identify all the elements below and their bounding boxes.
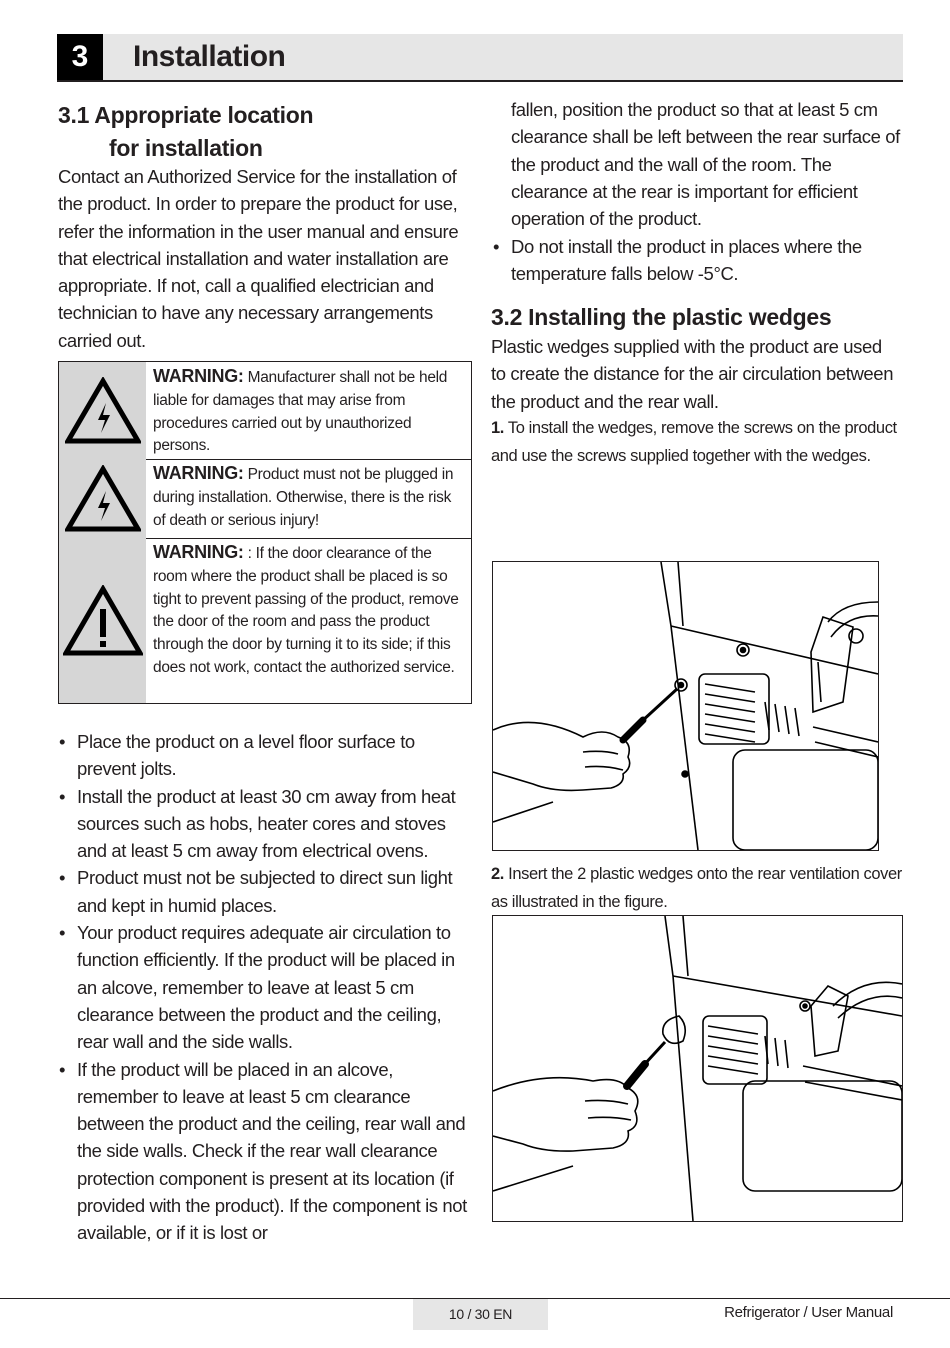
electric-hazard-icon (59, 459, 146, 538)
exclamation-warning-icon (59, 538, 146, 703)
section-3-1-heading-line2: for installation (109, 135, 263, 161)
step-1 (491, 415, 903, 470)
temperature-bullet-list (492, 233, 903, 288)
section-3-1-heading-line1: 3.1 Appropriate location (58, 102, 314, 128)
warning-table (58, 361, 472, 704)
step-2 (491, 861, 903, 916)
electric-hazard-icon (59, 362, 146, 459)
warning-text: : If the door clearance of the room where the product shall be placed is so tight to prevent passing of the product, remove the door of the room and pass the product through the door by turning it to its side; if this does not work, contact the authorized service. (153, 545, 459, 676)
section-3-1-intro: Contact an Authorized Service for the installation of the product. In order to prepare the product for use, refer the information in the user manual and ensure that electrical installation and water installation are appropriate. If not, call a qualified electrician and technician to have any necessary arrangements carried out. (58, 166, 459, 351)
warning-row (59, 362, 471, 460)
warning-text: Product must not be plugged in during installation. Otherwise, there is the risk of death or serious injury! (153, 466, 454, 529)
list-item: • Product must not be subjected to direct sun light and kept in humid places. (58, 864, 471, 919)
section-3-2-heading: 3.2 Installing the plastic wedges (491, 304, 832, 330)
chapter-number: 3 (57, 34, 103, 80)
list-item: • Place the product on a level floor surface to prevent jolts. (58, 728, 471, 783)
step-number: 1. (491, 419, 504, 437)
installation-bullet-list (58, 728, 471, 1247)
figure-remove-screws (492, 561, 879, 851)
chapter-title: Installation (133, 40, 286, 73)
warning-label: WARNING: (153, 542, 244, 562)
list-item: • If the product will be placed in an alcove, remember to leave at least 5 cm clearance between the product and the ceiling, rear wall and the side walls. Check if the rear wall clearance protection component is present at its location (if provided with the product). If the component is not available, or if it is lost or (58, 1056, 471, 1247)
warning-row (59, 538, 471, 703)
step-text: Insert the 2 plastic wedges onto the rear ventilation cover as illustrated in the figure. (491, 865, 902, 911)
document-title: Refrigerator / User Manual (724, 1304, 893, 1321)
remove-screws-illustration (493, 562, 878, 850)
insert-wedges-illustration (493, 916, 902, 1221)
warning-label: WARNING: (153, 366, 244, 386)
list-item: • Install the product at least 30 cm away from heat sources such as hobs, heater cores and stoves and at least 5 cm away from electrical ovens. (58, 783, 471, 865)
step-number: 2. (491, 865, 504, 883)
warning-row (59, 459, 471, 539)
page-number: 10 / 30 EN (413, 1299, 548, 1330)
continued-paragraph: fallen, position the product so that at least 5 cm clearance shall be left between the rear surface of the product and the wall of the room. The clearance at the rear is important for efficient operation of the product. (511, 99, 900, 230)
list-item: • Do not install the product in places where the temperature falls below -5°C. (492, 233, 903, 288)
section-3-2-intro: Plastic wedges supplied with the product are used to create the distance for the air circulation between the product and the rear wall. (491, 336, 894, 412)
list-item: • Your product requires adequate air circulation to function efficiently. If the product will be placed in an alcove, remember to leave at least 5 cm clearance between the product and the ceiling, rear wall and the side walls. (58, 919, 471, 1055)
warning-label: WARNING: (153, 463, 244, 483)
figure-insert-wedges (492, 915, 903, 1222)
warning-text: Manufacturer shall not be held liable for damages that may arise from procedures carried out by unauthorized persons. (153, 369, 448, 455)
step-text: To install the wedges, remove the screws on the product and use the screws supplied together with the wedges. (491, 419, 897, 465)
